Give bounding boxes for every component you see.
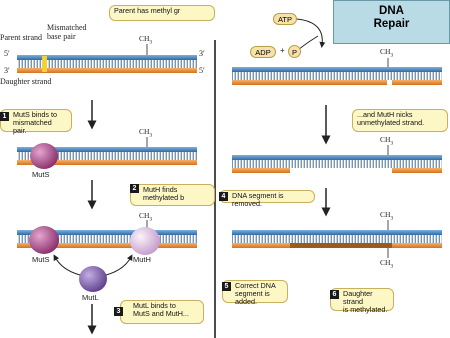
step6-callout: Daughter strand is methylated.	[330, 288, 394, 311]
five-prime-top: 5′	[4, 49, 10, 58]
atp-pill: ATP	[273, 13, 297, 25]
muts-protein-2	[29, 226, 59, 254]
mismatched-label: Mismatched base pair	[47, 23, 87, 41]
muts-label-2: MutS	[32, 255, 50, 264]
step2-number: 2	[130, 184, 139, 193]
ch3-right-d: $CH_3$	[380, 258, 394, 270]
mismatch-marker	[42, 56, 47, 72]
ch3-label-1: $CH_3$	[139, 34, 153, 46]
step4-number: 4	[219, 192, 228, 201]
mutl-label: MutL	[82, 293, 99, 302]
dna-bottom-right	[232, 220, 442, 258]
muth-protein	[130, 227, 160, 255]
muts-label-1: MutS	[32, 170, 50, 179]
nicks-callout: ...and MutH nicks unmethylated strand.	[352, 109, 448, 132]
ch3-label-3: $CH_3$	[139, 211, 153, 223]
ch3-right-a: $CH_3$	[380, 47, 394, 59]
step2-callout: MutH finds methylated b	[130, 184, 215, 206]
step5-callout: Correct DNA segment is added.	[222, 280, 288, 303]
mutl-protein	[79, 266, 107, 292]
dna-mid-right	[232, 145, 442, 173]
title-box: DNA Repair	[333, 0, 450, 44]
dna-top-right	[232, 58, 442, 85]
step4-callout: DNA segment is removed.	[219, 190, 315, 203]
step3-callout: MutL binds to MutS and MutH...	[120, 300, 204, 324]
step1-number: 1	[0, 112, 9, 121]
phosphate-circle: P	[288, 45, 301, 58]
dna-mid-left	[17, 137, 197, 169]
step5-number: 5	[222, 282, 231, 291]
ch3-label-2: $CH_3$	[139, 127, 153, 139]
three-prime-bottom: 3′	[4, 66, 10, 75]
adp-pill: ADP	[250, 46, 276, 58]
muth-label: MutH	[133, 255, 151, 264]
parent-methyl-callout: Parent has methyl gr	[109, 5, 215, 21]
three-prime-top: 3′	[199, 49, 205, 58]
dna-top-left	[17, 44, 197, 73]
plus-sign: +	[280, 46, 285, 55]
step1-callout: MutS binds to mismatched pair.	[0, 109, 72, 132]
parent-strand-label: Parent strand	[0, 33, 42, 42]
ch3-right-c: $CH_3$	[380, 210, 394, 222]
five-prime-bottom: 5′	[199, 66, 205, 75]
step3-number: 3	[114, 307, 123, 316]
ch3-right-b: $CH_3$	[380, 135, 394, 147]
daughter-strand-label: Daughter strand	[0, 77, 52, 86]
muts-protein	[30, 143, 58, 169]
step6-number: 6	[330, 290, 339, 299]
